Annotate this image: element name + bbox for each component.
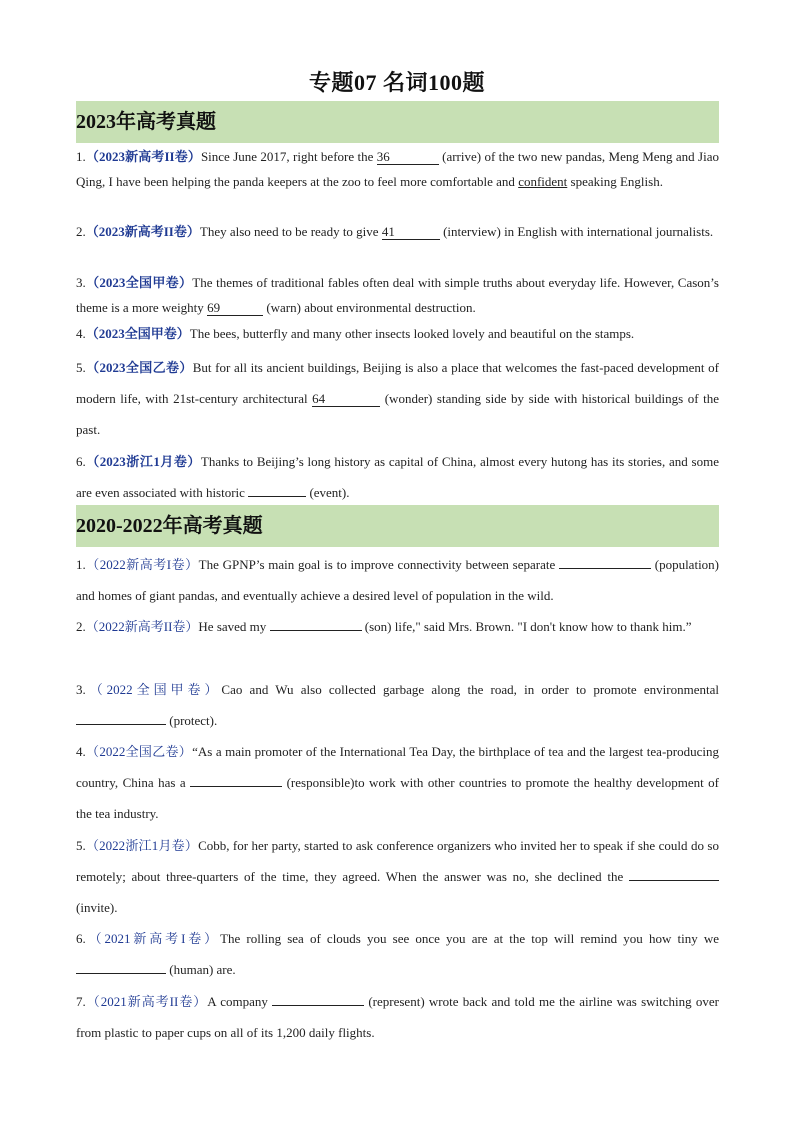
question-text: “As a main promoter of the International Tea Day, the birthplace of tea and the largest tea-producing country, China has a xyxy=(76,744,719,790)
section-2023 xyxy=(76,101,719,143)
question-text: Cobb, for her party, started to ask conference organizers who invited her to speak if she could do so remotely; about three-quarters of the time, they agreed. When the answer was no, she declined the xyxy=(76,838,719,884)
section-2020-2022 xyxy=(76,505,719,547)
question-2021-7 xyxy=(76,986,719,1048)
question-number: 7. xyxy=(76,994,86,1009)
question-2022-4 xyxy=(76,736,719,829)
question-2023-3 xyxy=(76,270,719,320)
question-2023-5 xyxy=(76,352,719,445)
question-text: (arrive) of the two new pandas, Meng Meng and Jiao Qing, I have been helping the panda keepers at the zoo to feel more comfortable and xyxy=(76,149,719,189)
answer-blank: 64 xyxy=(312,392,380,407)
question-text: (warn) about environmental destruction. xyxy=(263,300,476,315)
question-2022-1 xyxy=(76,549,719,611)
question-text: (responsible)to work with other countries to promote the healthy development of the tea industry. xyxy=(76,775,719,821)
question-source: （2022新高考I卷） xyxy=(85,557,199,572)
question-text: The bees, butterfly and many other insects looked lovely and beautiful on the stamps. xyxy=(189,326,635,341)
section-heading: 2020-2022年高考真题 xyxy=(76,505,719,547)
question-number: 5. xyxy=(76,360,86,375)
question-text: The themes of traditional fables often deal with simple truths about everyday life. However, Cason’s theme is a more weighty xyxy=(76,275,719,315)
answer-blank xyxy=(190,786,282,787)
question-number: 6. xyxy=(76,454,86,469)
question-number: 6. xyxy=(76,931,86,946)
question-text: But for all its ancient buildings, Beijing is also a place that welcomes the fast-paced development of modern life, with 21st-century architectural xyxy=(76,360,719,406)
question-text: Cao and Wu also collected garbage along the road, in order to promote environmental xyxy=(221,682,719,697)
question-number: 1. xyxy=(76,149,86,164)
question-text: The rolling sea of clouds you see once you are at the top will remind you how tiny we xyxy=(220,931,719,946)
page-title: 专题07 名词100题 xyxy=(308,70,485,95)
answer-blank: 36 xyxy=(377,150,439,165)
answer-blank: 69 xyxy=(207,301,263,316)
answer-blank xyxy=(270,630,362,631)
question-number: 4. xyxy=(76,326,86,341)
question-text: (protect). xyxy=(166,713,218,728)
question-text: He saved my xyxy=(198,619,270,634)
answer-blank: 41 xyxy=(382,225,440,240)
question-text: Since June 2017, right before the xyxy=(200,149,377,164)
question-text: (human) are. xyxy=(166,962,236,977)
question-number: 1. xyxy=(76,557,86,572)
question-source: （2023浙江1月卷） xyxy=(85,454,201,469)
question-source: （2022全国乙卷） xyxy=(85,744,193,759)
question-text: A company xyxy=(207,994,273,1009)
question-text: (son) life," said Mrs. Brown. "I don't know how to thank him.” xyxy=(361,619,692,634)
question-source: （2021新高考I卷） xyxy=(85,931,221,946)
answer-blank xyxy=(629,880,719,881)
question-number: 3. xyxy=(76,275,86,290)
question-text: Thanks to Beijing’s long history as capital of China, almost every hutong has its stories, and some are even associated with historic xyxy=(76,454,719,500)
question-source: （2023全国甲卷） xyxy=(85,326,190,341)
question-source: （2022新高考II卷） xyxy=(85,619,199,634)
question-2022-3 xyxy=(76,674,719,736)
question-number: 2. xyxy=(76,619,86,634)
question-source: （2023全国甲卷） xyxy=(85,275,193,290)
question-number: 2. xyxy=(76,224,86,239)
question-2023-1 xyxy=(76,144,719,194)
answer-blank xyxy=(248,496,306,497)
question-2023-6 xyxy=(76,446,719,508)
question-text: They also need to be ready to give xyxy=(199,224,382,239)
question-2023-2 xyxy=(76,219,719,244)
underlined-word: confident xyxy=(518,174,568,189)
question-source: （2021新高考II卷） xyxy=(85,994,208,1009)
question-text: (represent) wrote back and told me the airline was switching over from plastic to paper cups on all of its 1,200 daily flights. xyxy=(76,994,719,1040)
question-2023-4 xyxy=(76,321,719,346)
question-text: speaking English. xyxy=(567,174,663,189)
answer-blank xyxy=(559,568,651,569)
question-2022-5 xyxy=(76,830,719,923)
question-source: （2022浙江1月卷） xyxy=(85,838,199,853)
question-number: 4. xyxy=(76,744,86,759)
question-text: The GPNP’s main goal is to improve connectivity between separate xyxy=(198,557,559,572)
question-number: 3. xyxy=(76,682,86,697)
question-source: （2023新高考II卷） xyxy=(85,149,201,164)
question-text: (event). xyxy=(306,485,350,500)
answer-blank xyxy=(76,973,166,974)
question-text: (invite). xyxy=(76,900,118,915)
section-heading: 2023年高考真题 xyxy=(76,101,719,143)
question-number: 5. xyxy=(76,838,86,853)
question-text: (wonder) standing side by side with historical buildings of the past. xyxy=(76,391,719,437)
question-2021-6 xyxy=(76,923,719,985)
question-source: （2023新高考II卷） xyxy=(85,224,200,239)
answer-blank xyxy=(76,724,166,725)
question-2022-2 xyxy=(76,611,719,642)
question-source: （2023全国乙卷） xyxy=(85,360,193,375)
question-text: (population) and homes of giant pandas, and eventually achieve a desired level of population in the wild. xyxy=(76,557,720,603)
question-source: （2022全国甲卷） xyxy=(85,682,222,697)
question-text: (interview) in English with international journalists. xyxy=(439,224,714,239)
answer-blank xyxy=(272,1005,364,1006)
